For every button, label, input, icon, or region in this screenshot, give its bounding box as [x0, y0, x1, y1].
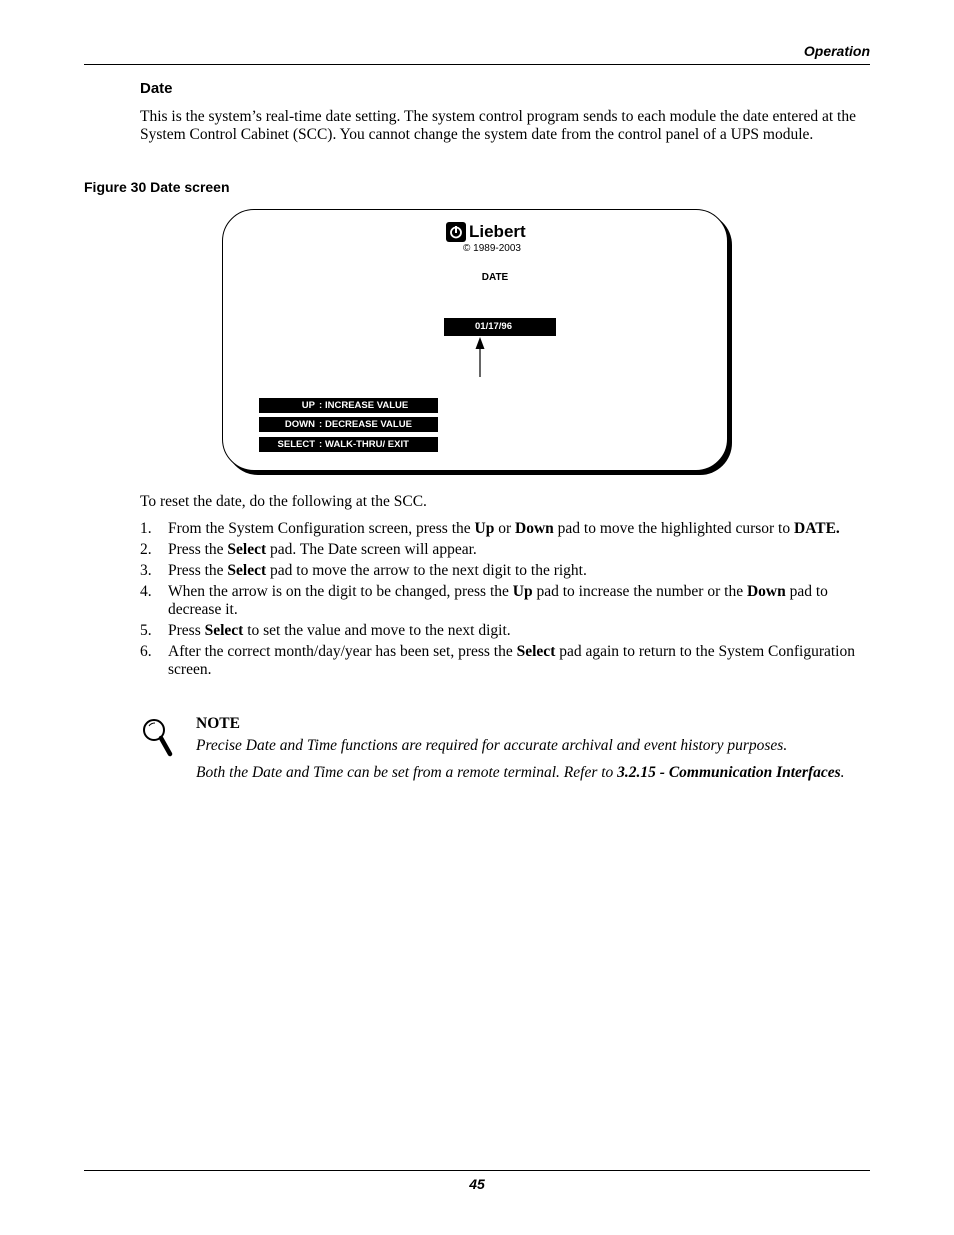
- logo-text: Liebert: [469, 222, 526, 241]
- step-keyword: Select: [227, 541, 267, 558]
- procedure-intro: To reset the date, do the following at the SCC.: [140, 493, 427, 510]
- step-text: Press the: [168, 562, 228, 579]
- step-text: to set the value and move to the next digit.: [243, 622, 511, 639]
- step-keyword: Select: [227, 562, 267, 579]
- step-text: After the correct month/day/year has been set, press the: [168, 643, 517, 660]
- note-paragraph-2: [196, 764, 870, 782]
- step-text: pad again to return to the System Configuration screen.: [168, 643, 855, 678]
- note-paragraph-1: Precise Date and Time functions are required for accurate archival and event history purposes.: [196, 737, 788, 754]
- key-legend-up: [259, 398, 438, 413]
- key-separator: :: [319, 439, 323, 450]
- running-head: Operation: [803, 43, 870, 59]
- step-keyword: DATE.: [794, 520, 840, 537]
- step-text: From the System Configuration screen, press the: [168, 520, 475, 537]
- step-text: When the arrow is on the digit to be changed, press the: [168, 583, 513, 600]
- step-keyword: Select: [204, 622, 244, 639]
- step-number: 6.: [140, 643, 152, 660]
- page-number: 45: [469, 1176, 485, 1192]
- key-separator: :: [319, 419, 323, 430]
- section-title: Date: [140, 80, 173, 97]
- key-action: DECREASE VALUE: [325, 419, 412, 430]
- date-value-field: 01/17/96: [444, 318, 556, 336]
- procedure-steps: [140, 520, 870, 682]
- step-text: pad. The Date screen will appear.: [266, 541, 477, 558]
- key-legend-select: [259, 437, 438, 452]
- step-text: pad to decrease it.: [168, 583, 828, 618]
- note-text: .: [840, 764, 845, 781]
- header-rule: [84, 64, 870, 65]
- step-text: pad to move the arrow to the next digit to the right.: [266, 562, 587, 579]
- list-item: [140, 583, 870, 619]
- list-item: [140, 541, 870, 559]
- key-action: INCREASE VALUE: [325, 400, 409, 411]
- figure-caption: Figure 30 Date screen: [84, 179, 230, 195]
- cross-reference-link[interactable]: 3.2.15 - Communication Interfaces: [617, 764, 841, 781]
- copyright: © 1989-2003: [463, 243, 521, 254]
- intro-paragraph: This is the system’s real-time date setting. The system control program sends to each module the date entered at the System Control Cabinet (SCC). You cannot change the system date from the control panel of a UPS module.: [140, 108, 856, 143]
- footer-rule: [84, 1170, 870, 1171]
- key-name: UP: [301, 400, 315, 411]
- note-text: Both the Date and Time can be set from a remote terminal. Refer to: [196, 764, 618, 781]
- list-item: [140, 562, 870, 580]
- step-text: pad to move the highlighted cursor to: [553, 520, 794, 537]
- key-name: DOWN: [284, 419, 315, 430]
- key-action: WALK-THRU/ EXIT: [325, 439, 409, 450]
- step-number: 3.: [140, 562, 152, 579]
- step-text: pad to increase the number or the: [532, 583, 747, 600]
- step-number: 4.: [140, 583, 152, 600]
- magnifier-icon: [141, 717, 175, 757]
- key-separator: :: [319, 400, 323, 411]
- step-keyword: Down: [515, 520, 554, 537]
- step-number: 5.: [140, 622, 152, 639]
- step-keyword: Up: [474, 520, 495, 537]
- step-number: 1.: [140, 520, 152, 537]
- step-number: 2.: [140, 541, 152, 558]
- step-text: Press the: [168, 541, 228, 558]
- step-text: Press: [168, 622, 205, 639]
- list-item: [140, 520, 870, 538]
- step-keyword: Select: [516, 643, 556, 660]
- list-item: [140, 622, 870, 640]
- liebert-logo-icon: [446, 222, 466, 242]
- step-keyword: Down: [746, 583, 786, 600]
- key-legend-down: [259, 417, 438, 432]
- liebert-logo: [446, 220, 526, 244]
- up-arrow-icon: [472, 337, 488, 377]
- step-text: or: [494, 520, 516, 537]
- key-name: SELECT: [277, 439, 315, 450]
- step-keyword: Up: [512, 583, 533, 600]
- note-title: NOTE: [196, 715, 240, 732]
- screen-title: DATE: [481, 272, 509, 283]
- list-item: [140, 643, 870, 679]
